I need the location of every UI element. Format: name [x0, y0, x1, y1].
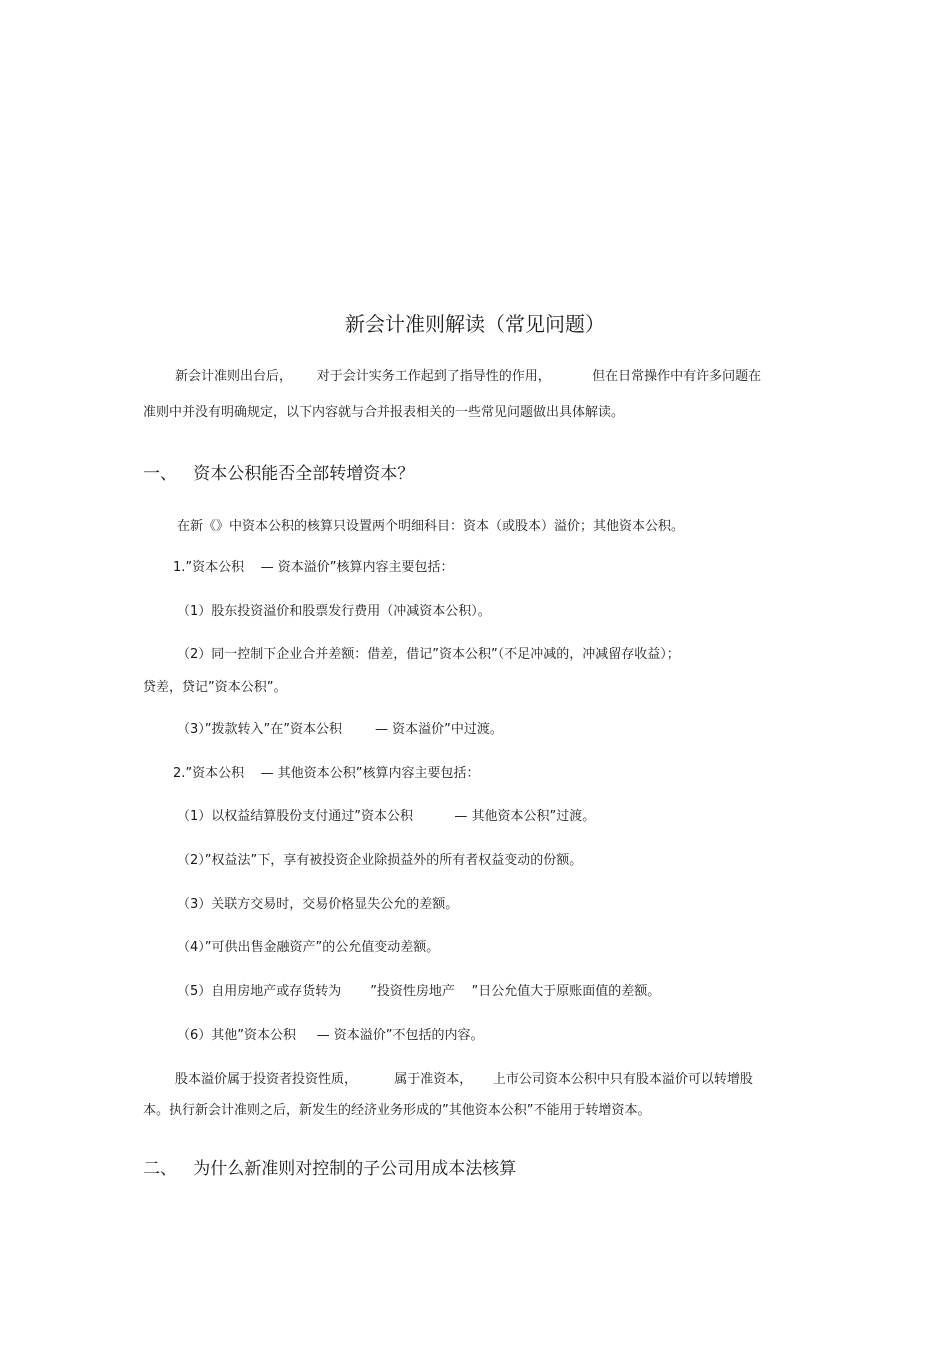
item-1-1: （1）股东投资溢价和股票发行费用（冲减资本公积）。 — [177, 604, 491, 619]
conclusion-line-2: 本。执行新会计准则之后，新发生的经济业务形成的”其他资本公积”不能用于转增资本。 — [143, 1103, 651, 1118]
item-1-2-line-1: （2）同一控制下企业合并差额：借差，借记”资本公积”（不足冲减的，冲减留存收益）； — [177, 647, 680, 662]
document-title: 新会计准则解读（常见问题） — [345, 312, 605, 336]
intro-line-2: 准则中并没有明确规定，以下内容就与合并报表相关的一些常见问题做出具体解读。 — [143, 405, 625, 420]
item-2-heading: 2.”资本公积 — 其他资本公积”核算内容主要包括： — [173, 766, 480, 781]
conclusion-line-1: 股本溢价属于投资者投资性质， 属于准资本， 上市公司资本公积中只有股本溢价可以转增股 — [175, 1072, 753, 1087]
item-2-2: （2）”权益法”下，享有被投资企业除损益外的所有者权益变动的份额。 — [177, 853, 583, 868]
section-2-heading: 二、 为什么新准则对控制的子公司用成本法核算 — [143, 1159, 517, 1179]
section-1-heading: 一、 资本公积能否全部转增资本？ — [143, 464, 415, 484]
section-1-paragraph: 在新《》中资本公积的核算只设置两个明细科目：资本（或股本）溢价；其他资本公积。 — [177, 519, 685, 534]
item-1-3: （3）”拨款转入”在”资本公积 — 资本溢价”中过渡。 — [177, 722, 503, 737]
intro-line-1: 新会计准则出台后， 对于会计实务工作起到了指导性的作用， 但在日常操作中有许多问题在 — [175, 369, 762, 384]
item-2-5: （5）自用房地产或存货转为 ”投资性房地产 ”日公允值大于原账面值的差额。 — [177, 984, 661, 999]
item-1-2-line-2: 贷差，贷记”资本公积”。 — [143, 680, 287, 695]
item-2-6: （6）其他”资本公积 — 资本溢价”不包括的内容。 — [177, 1028, 484, 1043]
item-2-4: （4）”可供出售金融资产”的公允值变动差额。 — [177, 940, 440, 955]
item-2-3: （3）关联方交易时，交易价格显失公允的差额。 — [177, 897, 459, 912]
item-1-heading: 1.”资本公积 — 资本溢价”核算内容主要包括： — [173, 560, 454, 575]
item-2-1: （1）以权益结算股份支付通过”资本公积 — 其他资本公积”过渡。 — [177, 809, 596, 824]
